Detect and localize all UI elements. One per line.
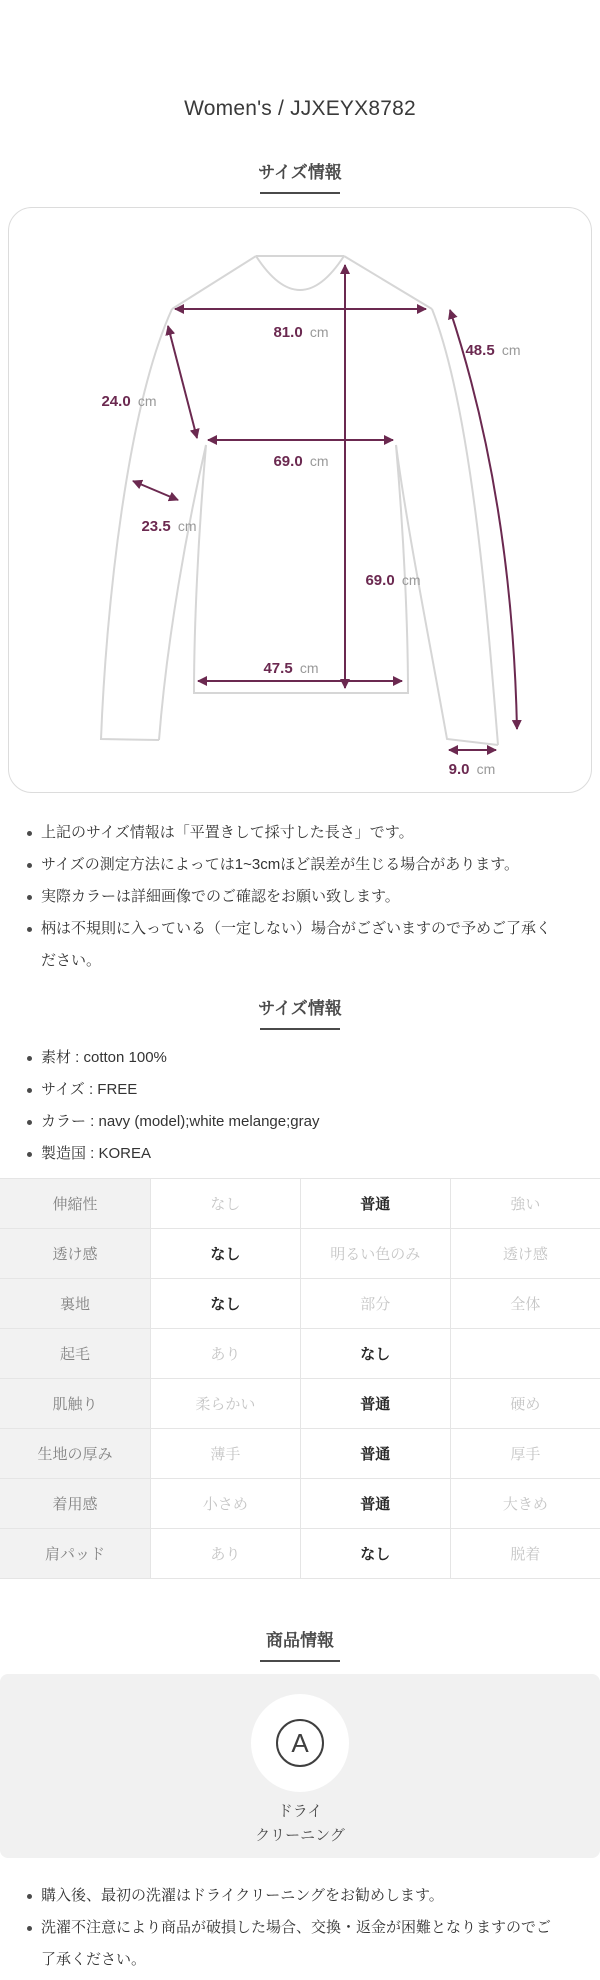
table-row (0, 1179, 600, 1229)
spec-option (450, 1329, 600, 1379)
spec-option: 大きめ (450, 1479, 600, 1529)
total-length-label: 69.0 cm (365, 572, 421, 589)
sleeve-length-label: 48.5 cm (465, 342, 521, 359)
size-info-list (0, 1042, 600, 1170)
shoulder-width-label: 81.0 cm (273, 324, 329, 341)
care-symbol-circle (276, 1719, 324, 1767)
care-symbol-letter: A (291, 1727, 309, 1758)
section-heading-product-info (0, 1631, 600, 1662)
cuff-width-label: 9.0 cm (448, 761, 496, 778)
heading-underline (260, 1660, 340, 1662)
note-item: サイズの測定方法によっては1~3cmほど誤差が生じる場合があります。 (25, 849, 564, 881)
spec-label: 伸縮性 (0, 1179, 151, 1229)
spec-option: 柔らかい (151, 1379, 301, 1429)
spec-option: なし (151, 1229, 301, 1279)
table-row (0, 1229, 600, 1279)
table-row (0, 1479, 600, 1529)
sleeve-width-line (133, 481, 178, 500)
table-row (0, 1429, 600, 1479)
heading-underline (260, 1028, 340, 1030)
care-label-line2: クリーニング (255, 1827, 345, 1844)
spec-option: なし (300, 1329, 450, 1379)
spec-option: 全体 (450, 1279, 600, 1329)
note-item: 洗濯不注意により商品が破損した場合、交換・返金が困難となりますのでご了承ください。 (25, 1912, 564, 1976)
spec-option: 透け感 (450, 1229, 600, 1279)
page-title: Women's / JJXEYX8782 (184, 97, 416, 120)
hem-width-label: 47.5 cm (263, 660, 319, 677)
section-heading-size-diagram (0, 163, 600, 194)
heading-underline (260, 192, 340, 194)
spec-option: なし (151, 1179, 301, 1229)
list-item: サイズ : FREE (25, 1074, 564, 1106)
spec-label: 生地の厚み (0, 1429, 151, 1479)
spec-label: 肩パッド (0, 1529, 151, 1579)
care-label-line1: ドライ (277, 1803, 323, 1820)
spec-option: 硬め (450, 1379, 600, 1429)
list-item: 製造国 : KOREA (25, 1138, 564, 1170)
spec-label: 肌触り (0, 1379, 151, 1429)
armhole-label: 24.0 cm (101, 393, 157, 410)
spec-option: 普通 (300, 1179, 450, 1229)
spec-option: あり (151, 1329, 301, 1379)
spec-label: 起毛 (0, 1329, 151, 1379)
spec-option: 厚手 (450, 1429, 600, 1479)
spec-option: 脱着 (450, 1529, 600, 1579)
list-item: カラー : navy (model);white melange;gray (25, 1106, 564, 1138)
spec-option: 普通 (300, 1379, 450, 1429)
spec-option: 普通 (300, 1429, 450, 1479)
spec-option: あり (151, 1529, 301, 1579)
sleeve-width-label: 23.5 cm (141, 518, 197, 535)
care-box (0, 1674, 600, 1858)
spec-table (0, 1178, 600, 1579)
spec-option: 明るい色のみ (300, 1229, 450, 1279)
spec-option: 部分 (300, 1279, 450, 1329)
table-row (0, 1379, 600, 1429)
spec-label: 着用感 (0, 1479, 151, 1529)
spec-option: 強い (450, 1179, 600, 1229)
spec-option: 小さめ (151, 1479, 301, 1529)
care-label (255, 1800, 345, 1848)
size-diagram (8, 207, 592, 793)
spec-option: なし (300, 1529, 450, 1579)
chest-width-label: 69.0 cm (273, 453, 329, 470)
note-item: 上記のサイズ情報は「平置きして採寸した長さ」です。 (25, 817, 564, 849)
spec-option: 普通 (300, 1479, 450, 1529)
heading-text: サイズ情報 (258, 163, 342, 182)
size-diagram-notes (0, 817, 600, 977)
note-item: 柄は不規則に入っている（一定しない）場合がございますので予めご了承ください。 (25, 913, 564, 977)
sleeve-length-line (450, 310, 517, 729)
heading-text: サイズ情報 (258, 999, 342, 1018)
dry-cleaning-icon (251, 1694, 349, 1792)
garment-measurement-svg (9, 208, 591, 792)
table-row (0, 1329, 600, 1379)
spec-option: なし (151, 1279, 301, 1329)
note-item: 購入後、最初の洗濯はドライクリーニングをお勧めします。 (25, 1880, 564, 1912)
list-item: 素材 : cotton 100% (25, 1042, 564, 1074)
section-heading-size-info (0, 999, 600, 1030)
heading-text: 商品情報 (266, 1631, 334, 1650)
product-info-notes (0, 1880, 600, 1976)
spec-label: 裏地 (0, 1279, 151, 1329)
note-item: 実際カラーは詳細画像でのご確認をお願い致します。 (25, 881, 564, 913)
spec-option: 薄手 (151, 1429, 301, 1479)
spec-label: 透け感 (0, 1229, 151, 1279)
armhole-line (168, 326, 197, 438)
table-row (0, 1279, 600, 1329)
table-row (0, 1529, 600, 1579)
